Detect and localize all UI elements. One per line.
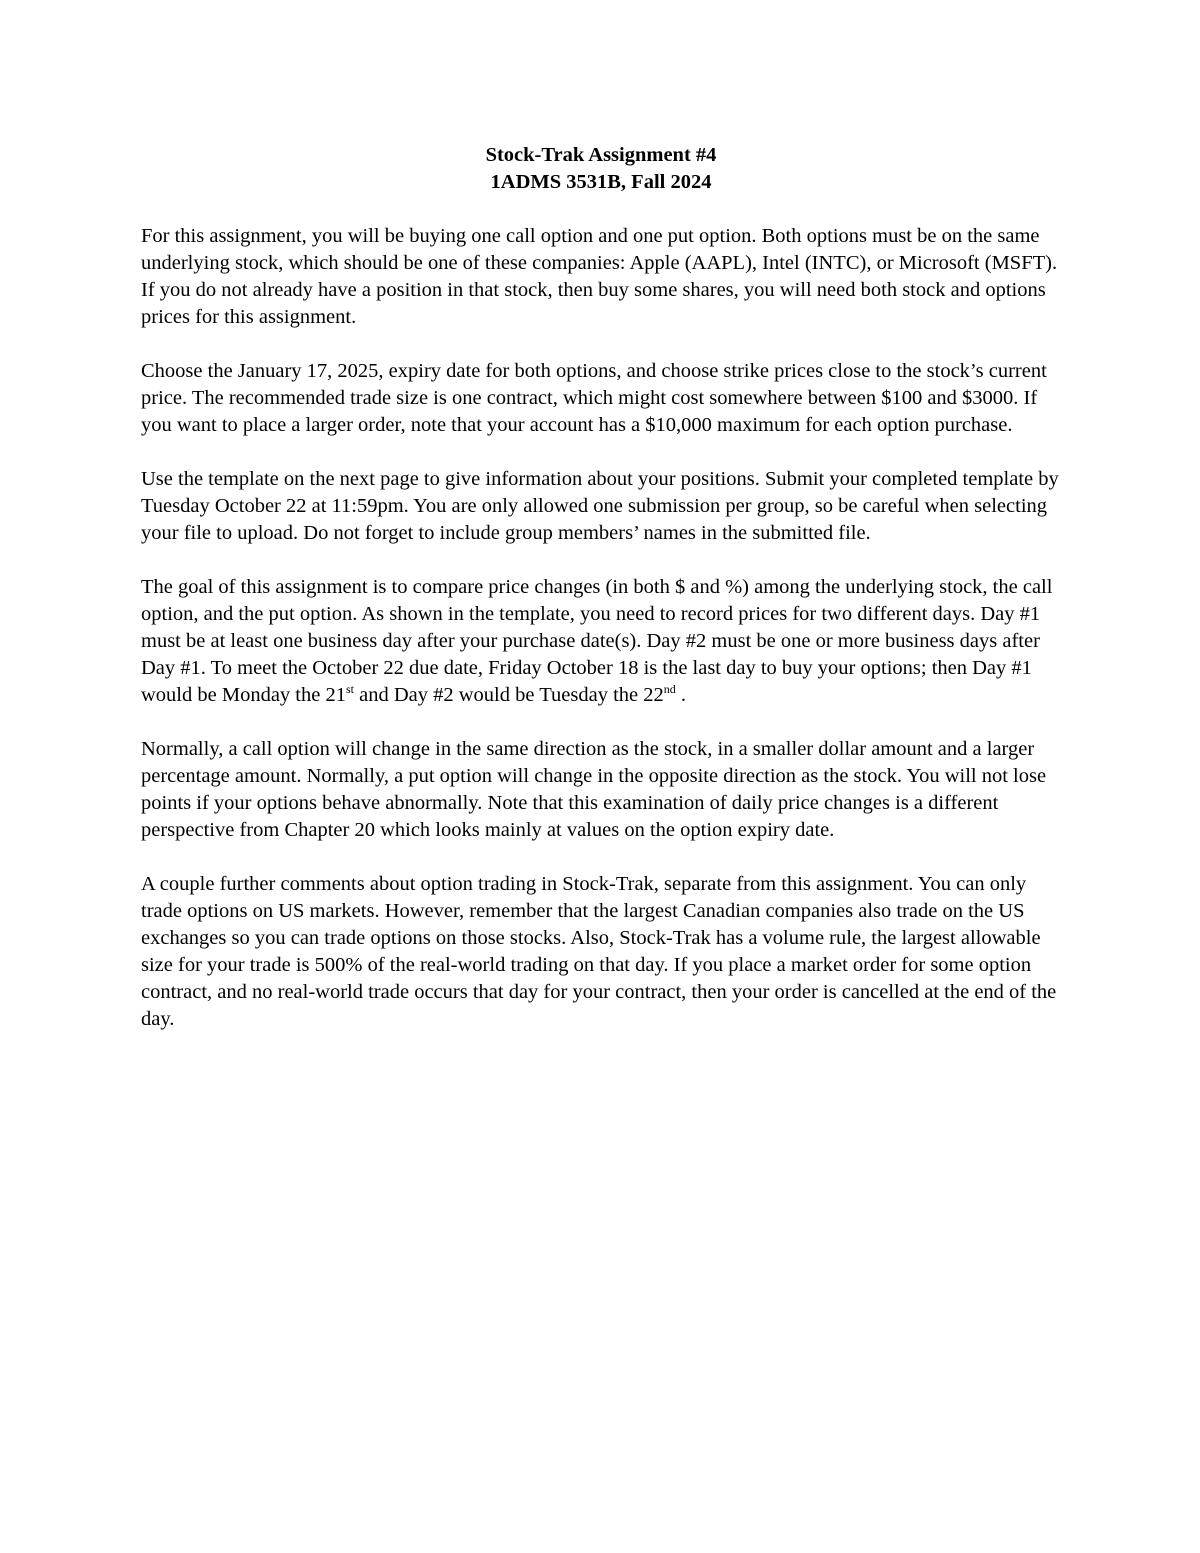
- document-page: [141, 142, 1061, 1033]
- paragraph-submission: Use the template on the next page to give information about your positions. Submit your completed template by Tuesday October 22 at 11:59pm. You are only allowed one submission per group, so be careful when selecting your file to upload. Do not forget to include group members’ names in the submitted file.: [141, 468, 1059, 544]
- paragraph-further-comments: A couple further comments about option trading in Stock-Trak, separate from this assignment. You can only trade options on US markets. However, remember that the largest Canadian companies also trade on the US exchanges so you can trade options on those stocks. Also, Stock-Trak has a volume rule, the largest allowable size for your trade is 500% of the real-world trading on that day. If you place a market order for some option contract, and no real-world trade occurs that day for your contract, then your order is cancelled at the end of the day.: [141, 873, 1057, 1030]
- paragraph-expiry: Choose the January 17, 2025, expiry date for both options, and choose strike prices close to the stock’s current price. The recommended trade size is one contract, which might cost somewhere between $100 and $3000. If you want to place a larger order, note that your account has a $10,000 maximum for each option purchase.: [141, 360, 1047, 436]
- paragraph-instructions: For this assignment, you will be buying one call option and one put option. Both options must be on the same underlying stock, which should be one of these companies: Apple (AAPL), Intel (INTC), or Microsoft (MSFT). If you do not already have a position in that stock, then buy some shares, you will need both stock and options prices for this assignment.: [141, 225, 1058, 328]
- paragraph-normal-behavior: Normally, a call option will change in the same direction as the stock, in a smaller dollar amount and a larger percentage amount. Normally, a put option will change in the opposite direction as the stock. You will not lose points if your options behave abnormally. Note that this examination of daily price changes is a different perspective from Chapter 20 which looks mainly at values on the option expiry date.: [141, 738, 1047, 841]
- superscript-nd: nd: [663, 682, 676, 697]
- paragraph-goal-text-2: and Day #2 would be Tuesday the 22: [354, 684, 664, 706]
- document-header: [141, 142, 1061, 196]
- paragraph-goal-text-3: .: [675, 684, 687, 706]
- superscript-st: st: [345, 682, 354, 697]
- paragraph-goal-text-1: The goal of this assignment is to compare price changes (in both $ and %) among the underlying stock, the call option, and the put option. As shown in the template, you need to record prices for two different days. Day #1 must be at least one business day after your purchase date(s). Day #2 must be one or more business days after Day #1. To meet the October 22 due date, Friday October 18 is the last day to buy your options; then Day #1 would be Monday the 21: [141, 576, 1053, 706]
- document-title: Stock-Trak Assignment #4: [485, 144, 717, 166]
- document-subtitle: 1ADMS 3531B, Fall 2024: [490, 171, 712, 193]
- paragraph-goal: [141, 574, 1061, 709]
